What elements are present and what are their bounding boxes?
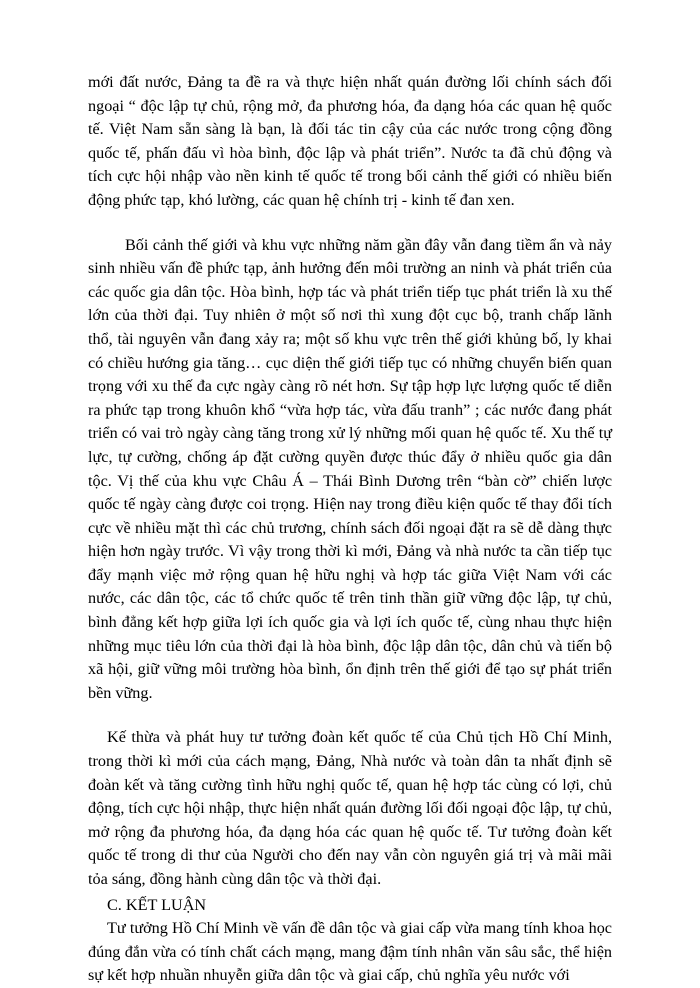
section-heading-conclusion: C. KẾT LUẬN	[107, 895, 207, 914]
paragraph-inheritance: Kế thừa và phát huy tư tưởng đoàn kết quốc tế của Chủ tịch Hồ Chí Minh, trong thời kì mới của cách mạng, Đảng, Nhà nước và toàn dân ta nhất định sẽ đoàn kết và tăng cường tình hữu nghị quốc tế, quan hệ hợp tác cùng có lợi, chủ động, tích cực hội nhập, thực hiện nhất quán đường lối đối ngoại độc lập, tự chủ, mở rộng đa phương hóa, đa dạng hóa các quan hệ quốc tế. Tư tưởng đoàn kết quốc tế trong di thư của Người cho đến nay vẫn còn nguyên giá trị và mãi mãi tỏa sáng, đồng hành cùng dân tộc và thời đại.	[88, 728, 612, 888]
paragraph-conclusion: Tư tưởng Hồ Chí Minh về vấn đề dân tộc và giai cấp vừa mang tính khoa học đúng đắn vừa có tính chất cách mạng, mang đậm tính nhân văn sâu sắc, thể hiện sự kết hợp nhuần nhuyễn giữa dân tộc và giai cấp, chủ nghĩa yêu nước với	[88, 919, 612, 985]
paragraph-foreign-policy: mới đất nước, Đảng ta đề ra và thực hiện nhất quán đường lối chính sách đối ngoại “ độc lập tự chủ, rộng mở, đa phương hóa, đa dạng hóa các quan hệ quốc tế. Việt Nam sẵn sàng là bạn, là đối tác tin cậy của các nước trong cộng đồng quốc tế, phấn đấu vì hòa bình, độc lập và phát triển”. Nước ta đã chủ động và tích cực hội nhập vào nền kinh tế quốc tế trong bối cảnh thế giới có nhiều biến động phức tạp, khó lường, các quan hệ chính trị - kinh tế đan xen.	[88, 73, 612, 209]
paragraph-world-context: Bối cảnh thế giới và khu vực những năm gần đây vẫn đang tiềm ẩn và nảy sinh nhiều vấn đề phức tạp, ảnh hưởng đến môi trường an ninh và phát triển của các quốc gia dân tộc. Hòa bình, hợp tác và phát triển tiếp tục phát triển là xu thế lớn của thời đại. Tuy nhiên ở một số nơi thì xung đột cục bộ, tranh chấp lãnh thổ, tài nguyên vẫn đang xảy ra; một số khu vực trên thế giới khủng bố, ly khai có chiều hướng gia tăng… cục diện thế giới tiếp tục có những chuyển biến quan trọng với xu thế đa cực ngày càng rõ nét hơn. Sự tập hợp lực lượng quốc tế diễn ra phức tạp trong khuôn khổ “vừa hợp tác, vừa đấu tranh” ; các nước đang phát triển có vai trò ngày càng tăng trong xử lý những mối quan hệ quốc tế. Xu thế tự lực, tự cường, chống áp đặt cường quyền được thúc đẩy ở nhiều quốc gia dân tộc. Vị thế của khu vực Châu Á – Thái Bình Dương trên “bàn cờ” chiến lược quốc tế ngày càng được coi trọng. Hiện nay trong điều kiện quốc tế thay đổi tích cực về nhiều mặt thì các chủ trương, chính sách đối ngoại đặt ra sẽ dễ dàng thực hiện hơn ngày trước. Vì vậy trong thời kì mới, Đảng và nhà nước ta cần tiếp tục đẩy mạnh việc mở rộng quan hệ hữu nghị và hợp tác giữa Việt Nam với các nước, các dân tộc, các tổ chức quốc tế trên tinh thần giữ vững độc lập, tự chủ, bình đẳng kết hợp giữa lợi ích quốc gia và lợi ích quốc tế, cùng nhau thực hiện những mục tiêu lớn của thời đại là hòa bình, độc lập dân tộc, dân chủ và tiến bộ xã hội, giữ vững môi trường hòa bình, ổn định trên thế giới để tạo sự phát triển bền vững.	[88, 235, 612, 702]
